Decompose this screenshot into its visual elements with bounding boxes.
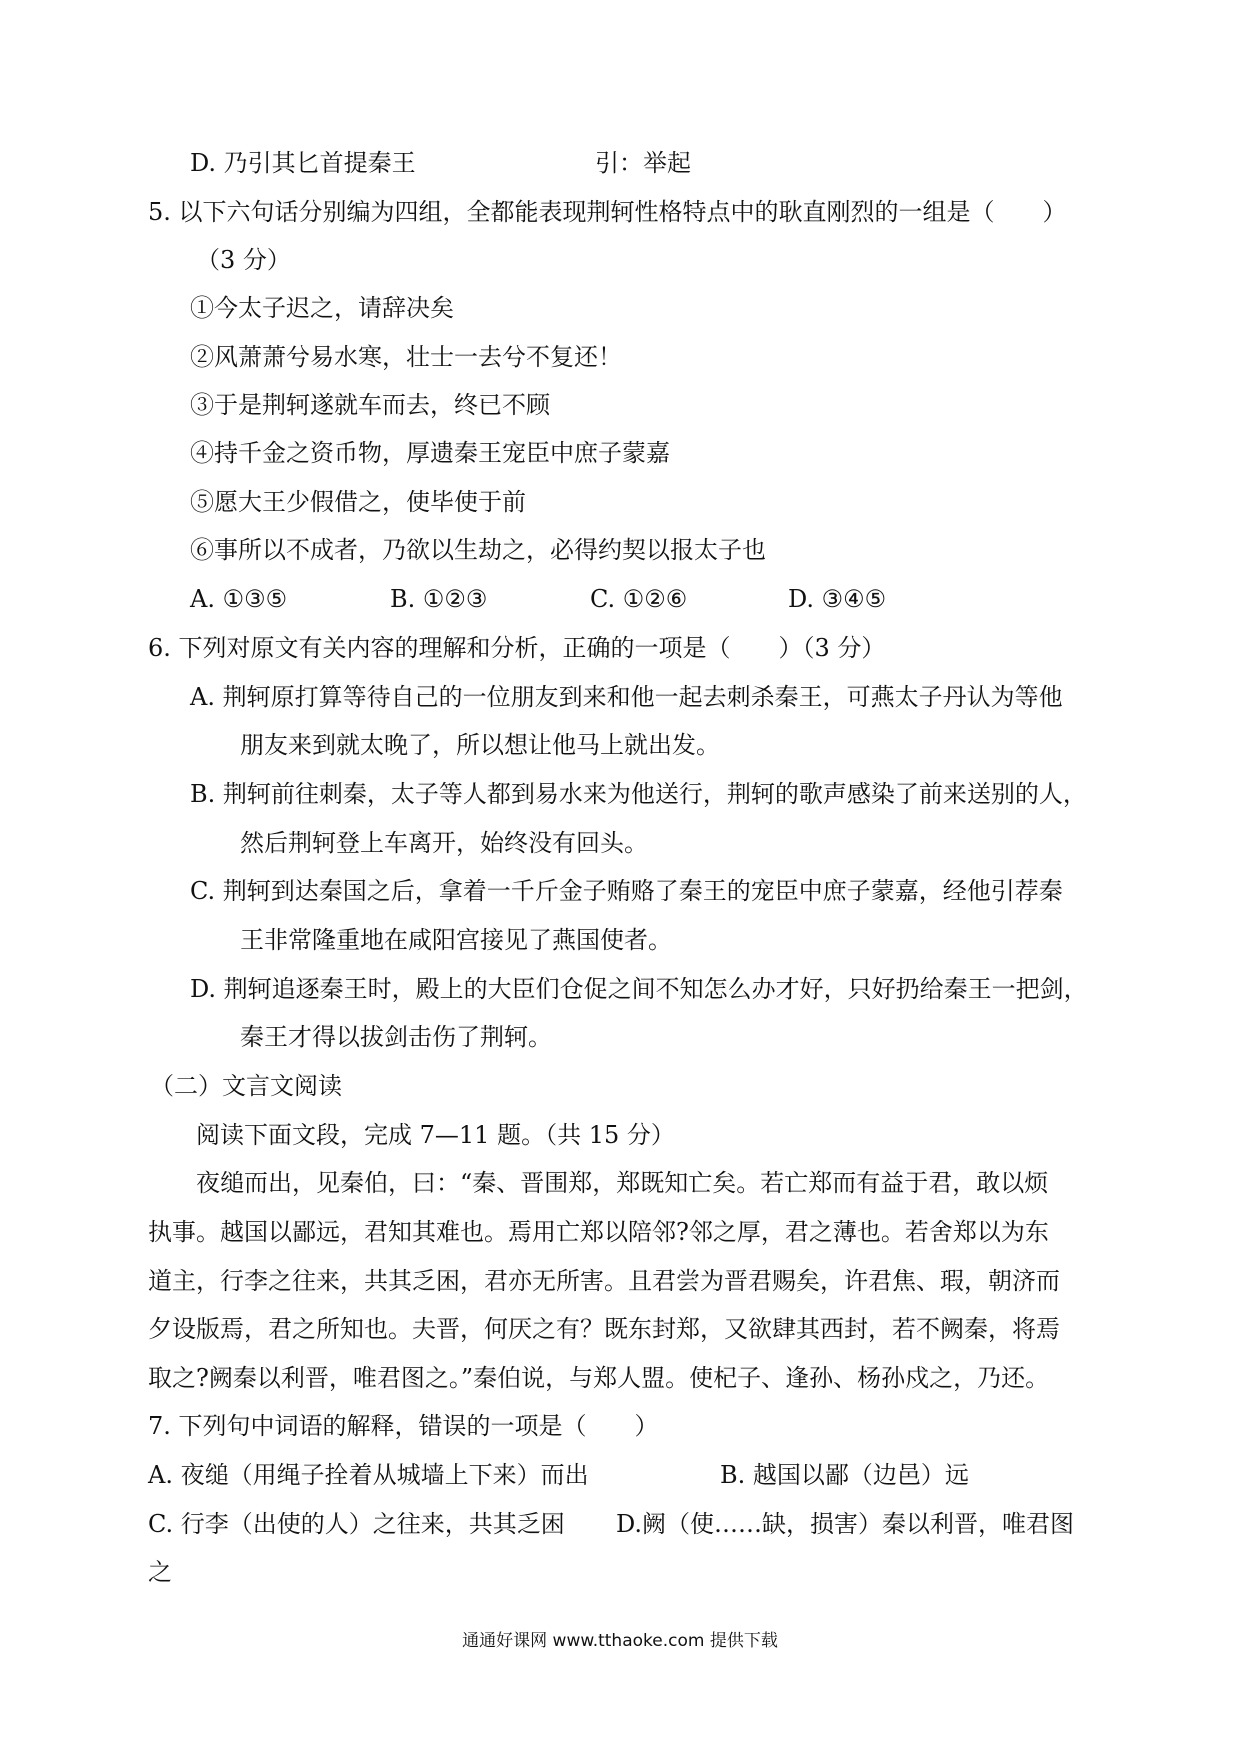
- passage-line: 夕设版焉，君之所知也。夫晋，何厌之有？既东封郑，又欲肆其西封，若不阙秦，将焉: [148, 1315, 1060, 1343]
- q5-item: ④持千金之资币物，厚遗秦王宠臣中庶子蒙嘉: [190, 439, 670, 467]
- q7-stem: 7. 下列句中词语的解释，错误的一项是（ ）: [148, 1412, 659, 1440]
- q5-item: ⑥事所以不成者，乃欲以生劫之，必得约契以报太子也: [190, 536, 766, 564]
- q6-stem: 6. 下列对原文有关内容的理解和分析，正确的一项是（ ）（3 分）: [148, 634, 886, 662]
- passage-line: 取之?阙秦以利晋，唯君图之。”秦伯说，与郑人盟。使杞子、逢孙、杨孙戍之，乃还。: [148, 1364, 1050, 1392]
- q6-option-b-line1: B. 荆轲前往刺秦，太子等人都到易水来为他送行，荆轲的歌声感染了前来送别的人，: [190, 780, 1087, 808]
- q5-option-a: A. ①③⑤: [190, 585, 288, 613]
- q5-item: ③于是荆轲遂就车而去，终已不顾: [190, 391, 550, 419]
- q7-option-c: C. 行李（出使的人）之往来，共其乏困: [148, 1510, 565, 1538]
- q7-option-d-line2: 之: [148, 1558, 172, 1586]
- section-instruction: 阅读下面文段，完成 7—11 题。（共 15 分）: [196, 1121, 675, 1149]
- q7-option-d-line1: D.阙（使……缺，损害）秦以利晋，唯君图: [616, 1510, 1075, 1538]
- q6-option-b-line2: 然后荆轲登上车离开，始终没有回头。: [240, 829, 648, 857]
- q6-option-a-line1: A. 荆轲原打算等待自己的一位朋友到来和他一起去刺杀秦王，可燕太子丹认为等他: [190, 683, 1063, 711]
- q6-option-c-line2: 王非常隆重地在咸阳宫接见了燕国使者。: [240, 926, 672, 954]
- q5-item: ⑤愿大王少假借之，使毕使于前: [190, 488, 526, 516]
- q6-option-c-line1: C. 荆轲到达秦国之后，拿着一千斤金子贿赂了秦王的宠臣中庶子蒙嘉，经他引荐秦: [190, 877, 1063, 905]
- q7-option-a: A. 夜缒（用绳子拴着从城墙上下来）而出: [148, 1461, 589, 1489]
- q5-item: ②风萧萧兮易水寒，壮士一去兮不复还！: [190, 343, 622, 371]
- section-heading: （二）文言文阅读: [150, 1072, 342, 1100]
- q6-option-a-line2: 朋友来到就太晚了，所以想让他马上就出发。: [240, 731, 720, 759]
- passage-line: 执事。越国以鄙远，君知其难也。焉用亡郑以陪邻?邻之厚，君之薄也。若舍郑以为东: [148, 1218, 1049, 1246]
- passage-line: 夜缒而出，见秦伯，曰：“秦、晋围郑，郑既知亡矣。若亡郑而有益于君，敢以烦: [196, 1169, 1049, 1197]
- q5-item: ①今太子迟之，请辞决矣: [190, 294, 454, 322]
- page-footer: 通通好课网 www.tthaoke.com 提供下载: [462, 1631, 778, 1651]
- q5-option-c: C. ①②⑥: [590, 585, 688, 613]
- q5-score: （3 分）: [196, 246, 291, 274]
- q4-option-d-gloss: 引：举起: [595, 149, 691, 177]
- q6-option-d-line1: D. 荆轲追逐秦王时，殿上的大臣们仓促之间不知怎么办才好，只好扔给秦王一把剑，: [190, 975, 1088, 1003]
- q5-option-d: D. ③④⑤: [788, 585, 887, 613]
- q4-option-d: D. 乃引其匕首提秦王: [190, 149, 416, 177]
- q5-stem: 5. 以下六句话分别编为四组，全都能表现荆轲性格特点中的耿直刚烈的一组是（ ）: [148, 198, 1067, 226]
- q5-option-b: B. ①②③: [390, 585, 488, 613]
- q7-option-b: B. 越国以鄙（边邑）远: [720, 1461, 969, 1489]
- passage-line: 道主，行李之往来，共其乏困，君亦无所害。且君尝为晋君赐矣，许君焦、瑕，朝济而: [148, 1267, 1060, 1295]
- q6-option-d-line2: 秦王才得以拔剑击伤了荆轲。: [240, 1023, 552, 1051]
